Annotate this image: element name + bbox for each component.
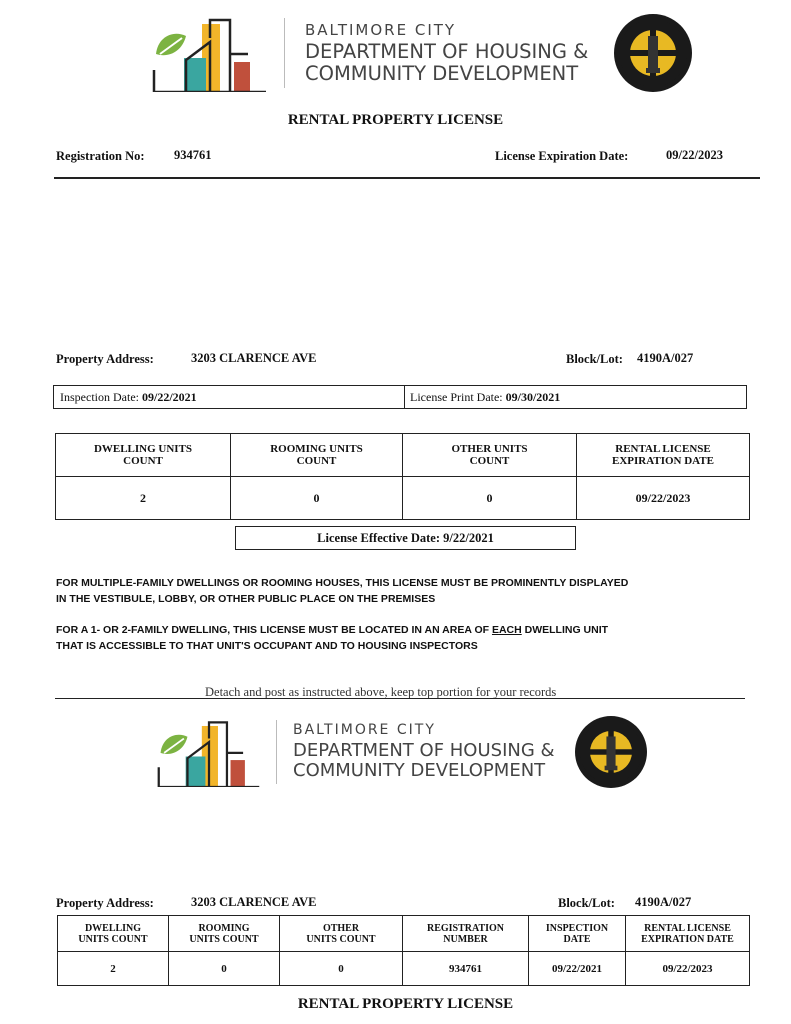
blocklot-label: Block/Lot: xyxy=(566,352,623,366)
rental-expiration-value: 09/22/2023 xyxy=(577,477,750,520)
logo-line-2: DEPARTMENT OF HOUSING & xyxy=(293,740,555,762)
header-rule xyxy=(54,177,760,179)
housing-logo-icon xyxy=(156,717,262,787)
header-rooming-units: ROOMING UNITS COUNT xyxy=(231,434,403,477)
top-title: RENTAL PROPERTY LICENSE xyxy=(287,112,504,128)
logo-line-3: COMMUNITY DEVELOPMENT xyxy=(293,760,546,782)
rooming-units-value: 0 xyxy=(169,952,280,986)
expiration-value: 09/22/2023 xyxy=(666,148,723,162)
dwelling-units-value: 2 xyxy=(56,477,231,520)
blocklot-value: 4190A/027 xyxy=(637,351,694,365)
logo-line-2: DEPARTMENT OF HOUSING & xyxy=(305,40,589,64)
print-label: License Print Date: xyxy=(410,390,503,404)
units-table xyxy=(55,433,750,520)
expiration-label: License Expiration Date: xyxy=(495,149,629,163)
city-seal-icon xyxy=(575,716,647,788)
effective-date-box xyxy=(235,526,576,550)
table-header-row xyxy=(58,916,750,952)
rooming-units-value: 0 xyxy=(231,477,403,520)
header-rental-expiration: RENTAL LICENSE EXPIRATION DATE xyxy=(577,434,750,477)
bottom-logo xyxy=(156,712,647,792)
header-rooming-units: ROOMING UNITS COUNT xyxy=(169,916,280,952)
table-row xyxy=(58,952,750,986)
header-dwelling-units: DWELLING UNITS COUNT xyxy=(58,916,169,952)
inspection-value: 09/22/2021 xyxy=(141,390,197,404)
address-label: Property Address: xyxy=(56,352,154,366)
dwelling-units-value: 2 xyxy=(58,952,169,986)
inspection-date-box xyxy=(53,385,405,409)
rental-expiration-value: 09/22/2023 xyxy=(626,952,750,986)
inspection-label: Inspection Date: xyxy=(60,390,139,404)
notice-multi-family: FOR MULTIPLE-FAMILY DWELLINGS OR ROOMING HOUSES, THIS LICENSE MUST BE PROMINENTLY DISPLAYED IN THE VESTIBULE, LOBBY, OR OTHER PUBLIC PLACE ON THE PREMISES xyxy=(56,577,629,605)
other-units-value: 0 xyxy=(403,477,577,520)
bottom-units-table xyxy=(57,915,750,986)
header-registration-number: REGISTRATION NUMBER xyxy=(403,916,529,952)
logo-line-3: COMMUNITY DEVELOPMENT xyxy=(305,61,579,85)
print-value: 09/30/2021 xyxy=(505,390,561,404)
detach-rule xyxy=(55,698,745,699)
notice-one-two-family: FOR A 1- OR 2-FAMILY DWELLING, THIS LICENSE MUST BE LOCATED IN AN AREA OF EACH DWELLING UNIT THAT IS ACCESSIBLE TO THAT UNIT'S OCCUPANT AND TO HOUSING INSPECTORS xyxy=(56,624,609,652)
housing-logo-icon xyxy=(152,14,268,92)
registration-number-value: 934761 xyxy=(403,952,529,986)
top-logo xyxy=(152,12,692,94)
print-date-box xyxy=(404,385,747,409)
bottom-blocklot-label: Block/Lot: xyxy=(558,896,615,910)
header-other-units: OTHER UNITS COUNT xyxy=(280,916,403,952)
bottom-blocklot-value: 4190A/027 xyxy=(635,895,692,909)
bottom-title: RENTAL PROPERTY LICENSE xyxy=(297,996,514,1012)
table-header-row xyxy=(56,434,750,477)
header-rental-expiration: RENTAL LICENSE EXPIRATION DATE xyxy=(626,916,750,952)
registration-value: 934761 xyxy=(174,148,212,162)
header-inspection-date: INSPECTION DATE xyxy=(529,916,626,952)
table-row xyxy=(56,477,750,520)
city-seal-icon xyxy=(614,14,692,92)
registration-label: Registration No: xyxy=(56,149,145,163)
bottom-address-label: Property Address: xyxy=(56,896,154,910)
logo-line-1: BALTIMORE CITY xyxy=(305,20,457,39)
header-other-units: OTHER UNITS COUNT xyxy=(403,434,577,477)
detach-instruction: Detach and post as instructed above, keep top portion for your records xyxy=(205,685,557,699)
header-dwelling-units: DWELLING UNITS COUNT xyxy=(56,434,231,477)
inspection-date-value: 09/22/2021 xyxy=(529,952,626,986)
logo-line-1: BALTIMORE CITY xyxy=(293,722,436,738)
other-units-value: 0 xyxy=(280,952,403,986)
address-value: 3203 CLARENCE AVE xyxy=(191,351,317,365)
effective-date: License Effective Date: 9/22/2021 xyxy=(317,531,494,545)
bottom-address-value: 3203 CLARENCE AVE xyxy=(191,895,317,909)
